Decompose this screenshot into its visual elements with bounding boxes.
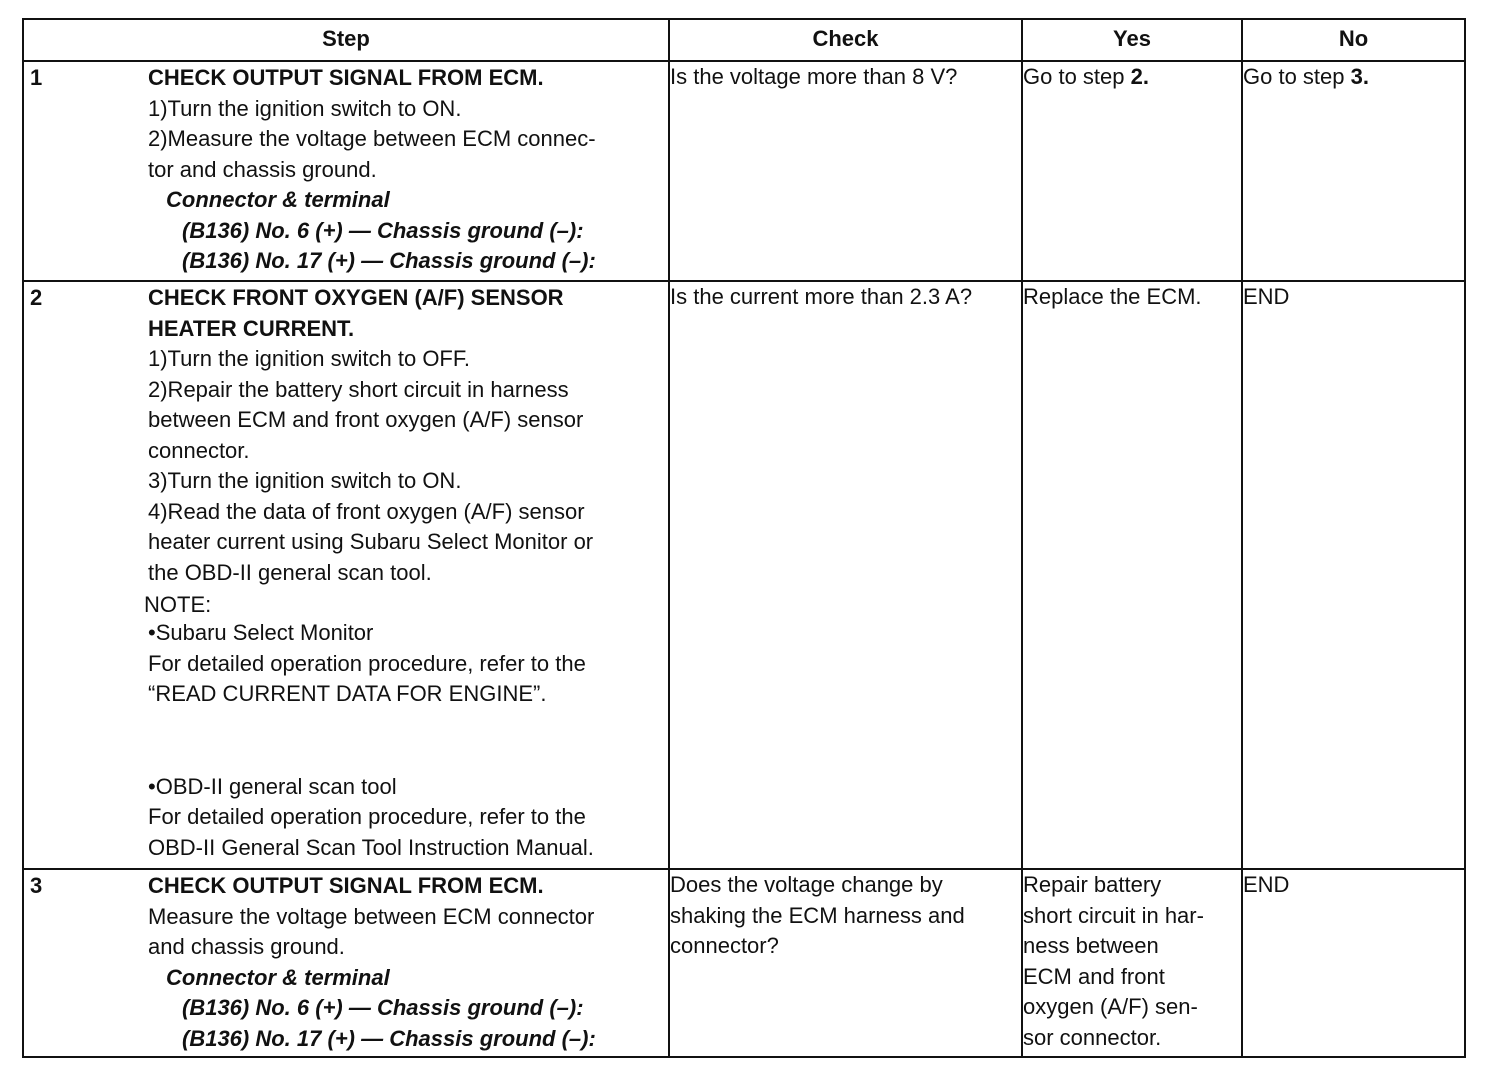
check-cell: [669, 61, 1022, 281]
yes-line: oxygen (A/F) sen-: [1023, 994, 1198, 1019]
check-line: shaking the ECM harness and: [670, 902, 965, 928]
step-line: 1)Turn the ignition switch to OFF.: [148, 346, 470, 371]
step-line: 2)Repair the battery short circuit in harness: [148, 376, 569, 402]
step-cell: [23, 281, 669, 869]
yes-cell: [1022, 869, 1242, 1057]
check-line: Does the voltage change by: [670, 872, 943, 897]
yes-line: short circuit in har-: [1023, 902, 1204, 928]
header-no: No: [1242, 19, 1465, 61]
step-title: CHECK OUTPUT SIGNAL FROM ECM.: [148, 873, 544, 898]
connector-title: Connector & terminal: [166, 187, 390, 212]
no-text: END: [1243, 284, 1290, 309]
step-line: Measure the voltage between ECM connector: [148, 903, 595, 929]
connector-line: (B136) No. 6 (+) — Chassis ground (–):: [182, 217, 584, 243]
step-line: 4)Read the data of front oxygen (A/F) sensor: [148, 498, 585, 524]
no-cell: [1242, 61, 1465, 281]
header-yes: Yes: [1022, 19, 1242, 61]
table-row: [23, 869, 1465, 1057]
note-line: For detailed operation procedure, refer to the: [148, 804, 586, 829]
step-number: 3: [30, 873, 43, 898]
yes-line: Repair battery: [1023, 872, 1162, 897]
diagnostic-table: [22, 18, 1466, 1058]
step-line: tor and chassis ground.: [148, 156, 377, 182]
table-header-row: [23, 19, 1465, 61]
table-row: [23, 281, 1465, 869]
check-text: Is the current more than 2.3 A?: [670, 284, 973, 309]
step-line: heater current using Subaru Select Monitor or: [148, 529, 594, 554]
no-text: END: [1243, 872, 1290, 897]
connector-line: (B136) No. 17 (+) — Chassis ground (–):: [182, 248, 596, 273]
note-line: “READ CURRENT DATA FOR ENGINE”.: [148, 681, 547, 706]
yes-line: sor connector.: [1023, 1024, 1162, 1050]
header-check: Check: [669, 19, 1022, 61]
no-prefix: Go to step: [1243, 64, 1351, 89]
step-line: 3)Turn the ignition switch to ON.: [148, 468, 462, 493]
yes-line: ness between: [1023, 933, 1159, 958]
yes-cell: [1022, 281, 1242, 869]
note-line: OBD-II General Scan Tool Instruction Manual.: [148, 834, 594, 860]
yes-text: Replace the ECM.: [1023, 284, 1202, 309]
step-number: 1: [30, 65, 43, 90]
note-line: •OBD-II general scan tool: [148, 773, 397, 799]
no-cell: [1242, 869, 1465, 1057]
step-title: HEATER CURRENT.: [148, 315, 355, 341]
check-text: Is the voltage more than 8 V?: [670, 64, 958, 89]
step-line: 1)Turn the ignition switch to ON.: [148, 95, 462, 121]
step-line: 2)Measure the voltage between ECM connec-: [148, 126, 596, 151]
connector-title: Connector & terminal: [166, 964, 390, 990]
connector-line: (B136) No. 6 (+) — Chassis ground (–):: [182, 995, 584, 1020]
table-row: [23, 61, 1465, 281]
yes-prefix: Go to step: [1023, 64, 1131, 89]
note-label: NOTE:: [144, 592, 212, 617]
step-title: CHECK OUTPUT SIGNAL FROM ECM.: [148, 65, 544, 90]
note-line: For detailed operation procedure, refer to the: [148, 650, 586, 676]
note-line: •Subaru Select Monitor: [148, 620, 374, 645]
step-number: 2: [30, 285, 43, 310]
check-cell: [669, 869, 1022, 1057]
check-cell: [669, 281, 1022, 869]
step-title: CHECK FRONT OXYGEN (A/F) SENSOR: [148, 285, 564, 310]
step-line: the OBD-II general scan tool.: [148, 559, 432, 585]
header-step: Step: [23, 19, 669, 61]
no-cell: [1242, 281, 1465, 869]
note-spacer: [148, 710, 660, 772]
step-line: and chassis ground.: [148, 934, 345, 959]
check-line: connector?: [670, 933, 779, 958]
step-cell: [23, 869, 669, 1057]
step-line: connector.: [148, 437, 250, 463]
step-cell: [23, 61, 669, 281]
yes-cell: [1022, 61, 1242, 281]
step-line: between ECM and front oxygen (A/F) sensor: [148, 407, 584, 432]
no-step-ref: 3.: [1350, 64, 1369, 89]
yes-step-ref: 2.: [1130, 64, 1149, 89]
yes-line: ECM and front: [1023, 963, 1165, 989]
connector-line: (B136) No. 17 (+) — Chassis ground (–):: [182, 1025, 596, 1051]
